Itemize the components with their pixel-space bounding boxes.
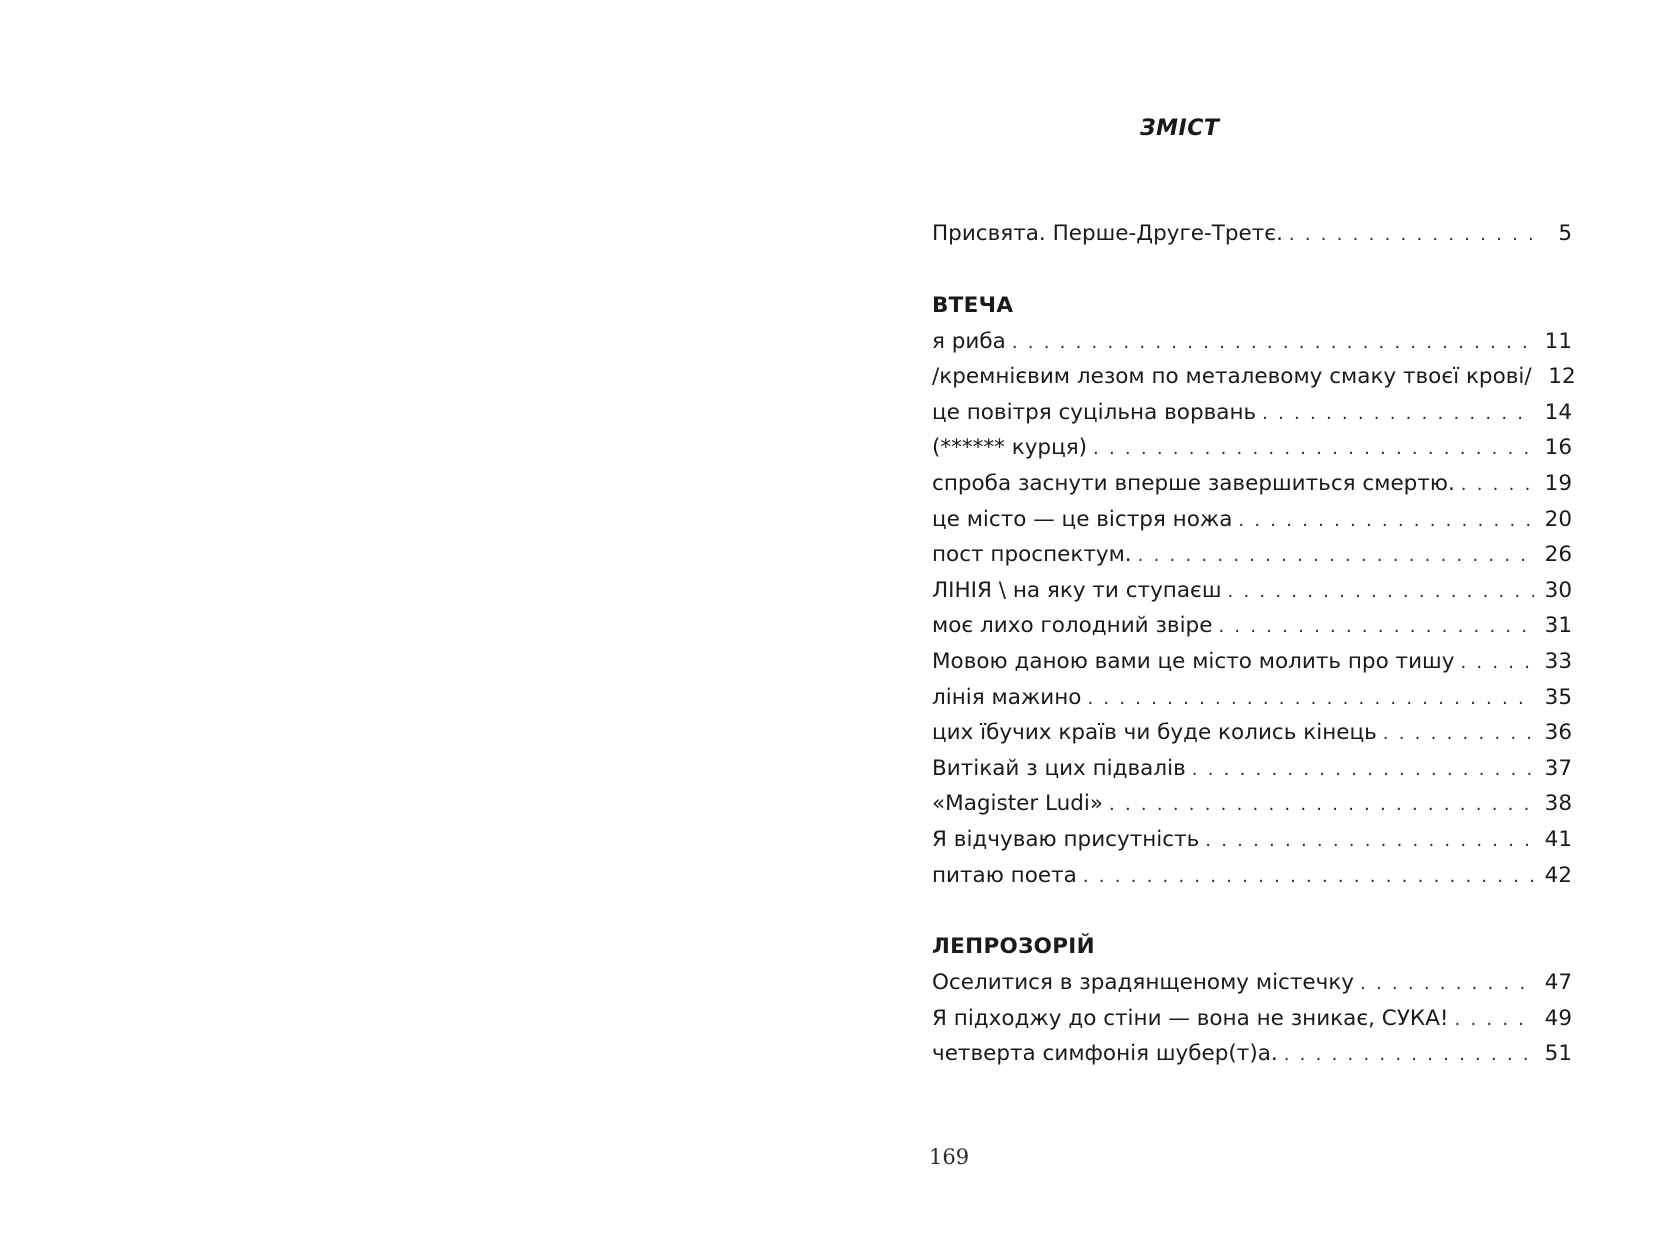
toc-entry-title: Мовою даною вами це місто молить про тишу [932,648,1455,674]
toc-entry-title: спроба заснути вперше завершиться смертю. [932,470,1455,496]
toc-entry[interactable] [932,395,1572,431]
toc-entry[interactable] [932,573,1572,609]
toc-entry[interactable] [932,608,1572,644]
toc-entry-title: Я підходжу до стіни — вона не зникає, СУКА! [932,1005,1449,1031]
toc-entry[interactable] [932,965,1572,1001]
toc-entry-page: 19 [1544,470,1572,496]
toc-entry-title: Я відчуваю присутність [932,826,1200,852]
toc-entry-page: 49 [1544,1005,1572,1031]
toc-entry-title: я риба [932,328,1006,354]
dot-leader [1012,325,1534,361]
toc-entry[interactable] [932,715,1572,751]
toc-entry-page: 41 [1544,826,1572,852]
toc-entry-title: це місто — це вістря ножа [932,506,1233,532]
toc-entry[interactable] [932,1036,1572,1072]
toc-entry-page: 20 [1544,506,1572,532]
toc-entry[interactable] [932,1001,1572,1037]
toc-entry[interactable] [932,680,1572,716]
toc-entry-title: ЛІНІЯ \ на яку ти ступаєш [932,577,1222,603]
dot-leader [1262,396,1534,432]
dot-leader [1083,859,1534,895]
section-heading-vtecha: ВТЕЧА [932,292,1014,318]
toc-entry[interactable] [932,502,1572,538]
dot-leader [1238,503,1534,539]
toc-entry-page: 35 [1544,684,1572,710]
toc-entry-page: 51 [1544,1041,1572,1067]
dot-leader [1093,431,1534,467]
toc-entry-page: 36 [1544,720,1572,746]
dot-leader [1218,609,1534,645]
toc-entry-title: моє лихо голодний звіре [932,613,1213,639]
dot-leader [1460,645,1534,681]
toc-entry-page: 26 [1544,542,1572,568]
toc-entry-title: лінія мажино [932,684,1082,710]
toc-entry-page: 5 [1558,221,1572,246]
toc-entry-page: 16 [1544,435,1572,461]
toc-entry-page: 33 [1544,648,1572,674]
dot-leader [1087,681,1534,717]
toc-entry[interactable] [932,466,1572,502]
toc-entry[interactable] [932,644,1572,680]
dot-leader [1138,538,1534,574]
toc-entry-title: питаю поета [932,862,1077,888]
toc-entry-page: 37 [1544,755,1572,781]
dot-leader [1455,1002,1534,1038]
toc-entry-title: Оселитися в зрадянщеному містечку [932,970,1355,996]
toc-entry-page: 30 [1544,577,1572,603]
dot-leader [1383,716,1534,752]
dot-leader [1109,787,1534,823]
section-heading-leprozorii: ЛЕПРОЗОРІЙ [932,934,1095,960]
dot-leader [1360,966,1534,1002]
toc-entry-title: пост проспектум. [932,542,1132,568]
toc-entry[interactable] [932,359,1576,395]
toc-entry-title: це повітря суцільна ворвань [932,399,1257,425]
dot-leader [1289,217,1534,253]
toc-entry[interactable] [932,786,1572,822]
toc-entry-title: (****** курця) [932,435,1088,461]
toc-entry[interactable] [932,858,1572,894]
section-gap [932,252,1572,288]
toc-entry[interactable] [932,537,1572,573]
toc-entry-page: 38 [1544,791,1572,817]
toc-entry-page: 14 [1544,399,1572,425]
toc-entry-title: четверта симфонія шубер(т)а. [932,1041,1278,1067]
toc-entry-page: 11 [1544,328,1572,354]
section-gap [932,893,1572,929]
toc-entry-page: 12 [1548,364,1576,390]
dot-leader [1461,467,1534,503]
page-number: 169 [929,1145,970,1169]
toc-entry-title: цих їбучих країв чи буде колись кінець [932,720,1377,746]
toc-entry-title: Присвята. Перше-Друге-Третє. [932,221,1283,246]
toc-entry[interactable] [932,751,1572,787]
toc-entry[interactable] [932,324,1572,360]
dot-leader [1205,823,1534,859]
toc-entry-intro[interactable] [932,216,1572,252]
toc-entry-page: 47 [1544,970,1572,996]
toc-title: ЗМІСТ [1140,116,1220,141]
toc-entry-title: /кремнієвим лезом по металевому смаку твоєї крові/ [932,364,1532,390]
toc-entry-page: 42 [1544,862,1572,888]
toc-entry[interactable] [932,822,1572,858]
toc-entry[interactable] [932,430,1572,466]
dot-leader [1228,574,1534,610]
table-of-contents [932,216,1576,1072]
toc-entry-title: Витікай з цих підвалів [932,755,1186,781]
toc-entry-page: 31 [1544,613,1572,639]
toc-entry-title: «Magister Ludi» [932,791,1104,817]
dot-leader [1192,752,1534,788]
dot-leader [1284,1037,1534,1073]
